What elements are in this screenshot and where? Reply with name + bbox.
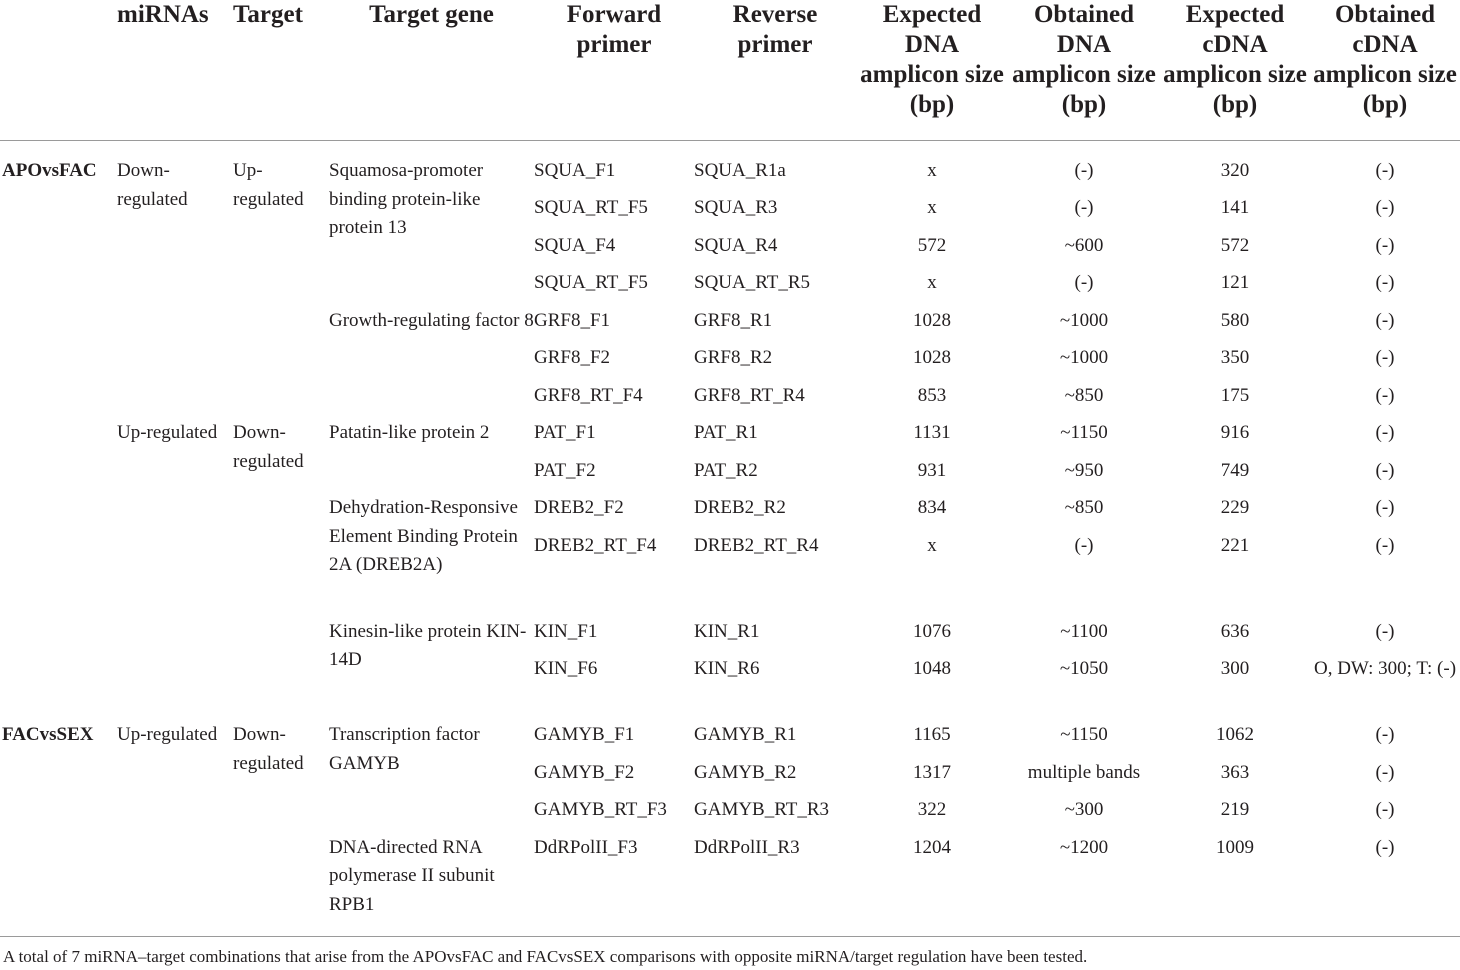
header-group [0,0,117,141]
forward-primer: SQUA_RT_F5 [534,272,648,293]
header-obtained-dna: Obtained DNA amplicon size (bp) [1008,0,1160,141]
expected-cdna: 572 [1220,234,1250,256]
obtained-dna: (-) [1074,534,1094,556]
obtained-dna: (-) [1074,272,1094,293]
forward-primer: GAMYB_F2 [534,761,635,783]
expected-cdna: 221 [1220,534,1250,556]
expected-dna: 1317 [913,761,951,783]
expected-cdna: 916 [1220,422,1250,443]
expected-dna: x [927,197,937,218]
expected-dna: 1028 [913,347,951,368]
reverse-primer: GAMYB_RT_R3 [694,799,830,820]
target-gene: Squamosa-promoter binding protein-like protein 13 [329,160,484,238]
obtained-cdna: (-) [1375,459,1395,481]
target-gene: Dehydration-Responsive Element Binding Protein 2A (DREB2A) [329,497,518,575]
mirna-regulation: Up-regulated [117,422,218,443]
forward-primer: GAMYB_F1 [534,724,635,745]
target-gene: Kinesin-like protein KIN-14D [329,620,527,670]
header-expected-dna: Expected DNA amplicon size (bp) [856,0,1008,141]
reverse-primer: GRF8_R2 [694,347,773,368]
obtained-dna: ~1100 [1060,620,1108,642]
forward-primer: PAT_F2 [534,459,596,481]
expected-dna: 1076 [913,620,951,642]
obtained-cdna: (-) [1375,384,1395,406]
expected-cdna: 350 [1220,347,1250,368]
reverse-primer: SQUA_RT_R5 [694,272,811,293]
obtained-dna: (-) [1074,160,1094,181]
obtained-dna: ~850 [1064,497,1104,518]
table-row [0,721,1460,759]
expected-cdna: 1009 [1216,836,1254,858]
forward-primer: DREB2_F2 [534,497,624,518]
obtained-cdna: (-) [1375,347,1395,368]
expected-cdna: 580 [1220,309,1250,331]
forward-primer: SQUA_RT_F5 [534,197,648,218]
expected-dna: 834 [917,497,947,518]
obtained-dna: (-) [1074,197,1094,218]
forward-primer: GRF8_RT_F4 [534,384,643,406]
reverse-primer: KIN_R6 [694,658,760,679]
expected-dna: x [927,160,937,181]
reverse-primer: DREB2_R2 [694,497,786,518]
expected-dna: x [927,272,937,293]
expected-cdna: 320 [1220,160,1250,181]
mirna-regulation: Up-regulated [117,724,218,745]
forward-primer: GRF8_F2 [534,347,611,368]
obtained-cdna: (-) [1375,197,1395,218]
forward-primer: KIN_F6 [534,658,598,679]
reverse-primer: SQUA_R3 [694,197,778,218]
expected-dna: 1048 [913,658,951,679]
expected-cdna: 121 [1220,272,1250,293]
reverse-primer: SQUA_R4 [694,234,778,256]
expected-cdna: 363 [1220,761,1250,783]
forward-primer: PAT_F1 [534,422,596,443]
forward-primer: SQUA_F4 [534,234,616,256]
obtained-cdna: (-) [1375,497,1395,518]
header-target: Target [233,0,329,141]
obtained-cdna: (-) [1375,272,1395,293]
header-obtained-cdna: Obtained cDNA amplicon size (bp) [1310,0,1460,141]
target-gene: Growth-regulating factor 8 [329,309,534,331]
obtained-cdna: (-) [1375,309,1395,331]
reverse-primer: SQUA_R1a [694,160,786,181]
expected-dna: 322 [917,799,947,820]
obtained-dna: ~1000 [1059,309,1109,331]
expected-cdna: 749 [1220,459,1250,481]
expected-dna: 1028 [913,309,951,331]
expected-dna: 572 [917,234,947,256]
obtained-dna: ~1200 [1059,836,1109,858]
obtained-dna: ~850 [1064,384,1104,406]
obtained-dna: ~300 [1064,799,1104,820]
obtained-dna: ~1050 [1059,658,1109,679]
obtained-dna: multiple bands [1027,761,1141,783]
obtained-cdna: (-) [1375,761,1395,783]
forward-primer: GRF8_F1 [534,309,611,331]
group-label-facvssex: FACvsSEX [2,724,94,745]
mirna-regulation: Down-regulated [117,160,188,210]
footer-divider [0,936,1460,937]
obtained-cdna: (-) [1375,836,1395,858]
obtained-cdna: (-) [1375,534,1395,556]
obtained-cdna: (-) [1375,422,1395,443]
target-regulation: Down-regulated [233,724,304,774]
target-regulation: Down-regulated [233,422,304,472]
expected-dna: 853 [917,384,947,406]
table-footnote: A total of 7 miRNA–target combinations that arise from the APOvsFAC and FACvsSEX comparisons with opposite miRNA/target regulation have been tested. [3,947,1088,966]
expected-dna: 931 [917,459,947,481]
target-gene: Patatin-like protein 2 [329,422,490,443]
reverse-primer: GAMYB_R1 [694,724,797,745]
reverse-primer: DdRPolII_R3 [694,836,800,858]
expected-cdna: 229 [1220,497,1250,518]
header-mirnas: miRNAs [117,0,233,141]
target-gene: DNA-directed RNA polymerase II subunit RPB1 [329,836,495,915]
target-gene: Transcription factor GAMYB [329,724,480,774]
expected-dna: 1204 [913,836,951,858]
header-expected-cdna: Expected cDNA amplicon size (bp) [1160,0,1310,141]
group-label-apovsfac: APOvsFAC [2,160,97,181]
reverse-primer: PAT_R2 [694,459,758,481]
expected-dna: x [927,534,937,556]
expected-cdna: 219 [1220,799,1250,820]
expected-dna: 1165 [913,724,951,745]
forward-primer: DREB2_RT_F4 [534,534,657,556]
obtained-cdna: (-) [1375,160,1395,181]
obtained-dna: ~600 [1064,234,1104,256]
forward-primer: DdRPolII_F3 [534,836,638,858]
expected-cdna: 300 [1220,658,1250,679]
reverse-primer: GRF8_R1 [694,309,773,331]
obtained-cdna: (-) [1375,620,1395,642]
forward-primer: KIN_F1 [534,620,598,642]
obtained-cdna: (-) [1375,234,1395,256]
expected-cdna: 1062 [1216,724,1254,745]
obtained-cdna: (-) [1375,799,1395,820]
forward-primer: SQUA_F1 [534,160,616,181]
obtained-dna: ~950 [1064,459,1104,481]
obtained-dna: ~1150 [1060,422,1108,443]
expected-cdna: 141 [1220,197,1250,218]
header-reverse-primer: Reverse primer [694,0,856,141]
reverse-primer: KIN_R1 [694,620,760,642]
expected-cdna: 175 [1220,384,1250,406]
table-header [0,0,1460,141]
reverse-primer: GRF8_RT_R4 [694,384,805,406]
expected-cdna: 636 [1220,620,1250,642]
forward-primer: GAMYB_RT_F3 [534,799,667,820]
reverse-primer: PAT_R1 [694,422,758,443]
obtained-cdna: (-) [1375,724,1395,745]
reverse-primer: DREB2_RT_R4 [694,534,819,556]
table-row [0,419,1460,457]
obtained-dna: ~1150 [1060,724,1108,745]
table-body [0,141,1460,924]
table-row [0,141,1460,195]
obtained-dna: ~1000 [1059,347,1109,368]
reverse-primer: GAMYB_R2 [694,761,797,783]
expected-dna: 1131 [913,422,951,443]
header-target-gene: Target gene [329,0,534,141]
obtained-cdna: O, DW: 300; T: (-) [1313,658,1457,679]
header-forward-primer: Forward primer [534,0,694,141]
target-regulation: Up-regulated [233,160,304,210]
